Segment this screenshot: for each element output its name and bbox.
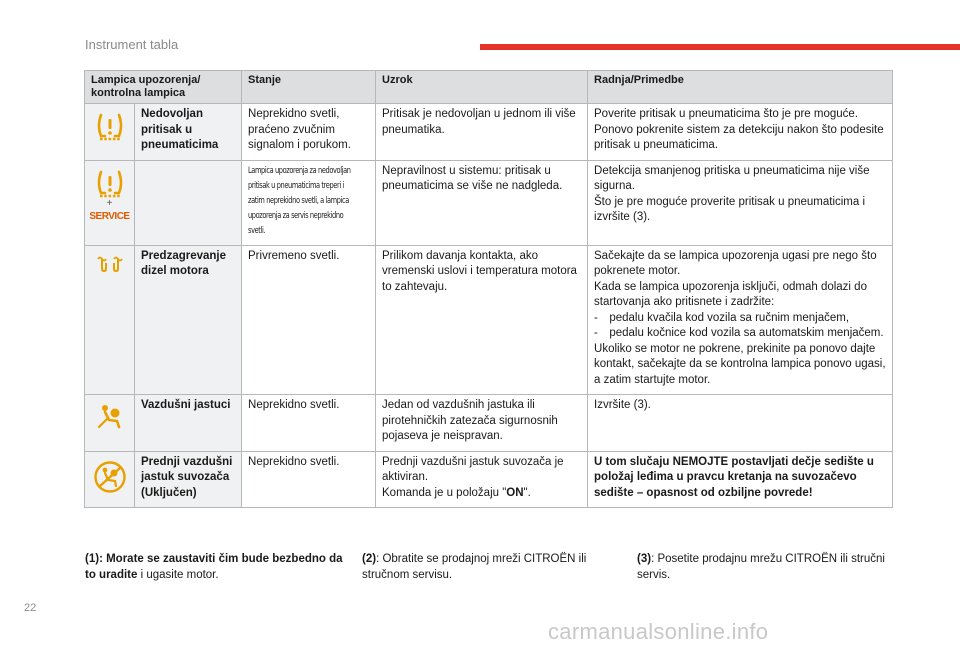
col-header-lamp: Lampica upozorenja/ kontrolna lampica bbox=[85, 71, 242, 104]
table-row bbox=[85, 451, 893, 508]
lamp-action bbox=[588, 245, 893, 395]
lamp-cause: Prilikom davanja kontakta, ako vremenski uslovi i temperatura motora to zahtevaju. bbox=[376, 245, 588, 395]
lamp-cause: Jedan od vazdušnih jastuka ili pirotehničkih zatezača sigurnosnih pojaseva je neispravan. bbox=[376, 395, 588, 452]
cause-text: ". bbox=[523, 486, 531, 499]
lamp-cause bbox=[376, 451, 588, 508]
footnote-ref: (1) bbox=[85, 553, 100, 565]
lamp-name: Vazdušni jastuci bbox=[135, 395, 242, 452]
tire-pressure-service-icon bbox=[85, 160, 135, 245]
table-row bbox=[85, 104, 893, 161]
lamp-name: Prednji vazdušni jastuk suvozača (Uključen) bbox=[135, 451, 242, 508]
footnote-3 bbox=[637, 552, 887, 583]
lamp-name bbox=[135, 160, 242, 245]
footnote-ref: (2) bbox=[362, 553, 377, 565]
lamp-action: Izvršite (3). bbox=[588, 395, 893, 452]
service-icon: SERVICE bbox=[89, 210, 130, 222]
table-row bbox=[85, 160, 893, 245]
lamp-state: Privremeno svetli. bbox=[242, 245, 376, 395]
lamp-state: Neprekidno svetli. bbox=[242, 451, 376, 508]
footnote-2 bbox=[362, 552, 622, 583]
lamp-action bbox=[588, 160, 893, 245]
cause-line bbox=[382, 486, 581, 502]
footnote-text: : Posetite prodajnu mrežu CITROËN ili stručni servis. bbox=[637, 553, 885, 581]
passenger-airbag-on-icon bbox=[85, 451, 135, 508]
table-row bbox=[85, 245, 893, 395]
section-title: Instrument tabla bbox=[85, 37, 179, 52]
footnote-bold-text: : Morate se zaustaviti čim bude bezbedno da to uradite bbox=[85, 553, 343, 581]
lamp-state-text: Lampica upozorenja za nedovoljan pritisak u pneumaticima treperi i zatim neprekidno svetli, a lampica upozorenja za servis neprekidno svetli. bbox=[248, 165, 351, 236]
lamp-cause: Pritisak je nedovoljan u jednom ili više pneumatika. bbox=[376, 104, 588, 161]
lamp-name: Nedovoljan pritisak u pneumaticima bbox=[135, 104, 242, 161]
footnote-text: i ugasite motor. bbox=[137, 568, 219, 581]
action-intro: Sačekajte da se lampica upozorenja ugasi pre nego što pokrenete motor. bbox=[594, 249, 877, 277]
plus-sign: + bbox=[106, 197, 113, 209]
lamp-name: Predzagrevanje dizel motora bbox=[135, 245, 242, 395]
lamp-cause: Nepravilnost u sistemu: pritisak u pneumaticima se više ne nadgleda. bbox=[376, 160, 588, 245]
page-number: 22 bbox=[24, 602, 37, 614]
watermark: carmanualsonline.info bbox=[548, 619, 769, 644]
col-header-state: Stanje bbox=[242, 71, 376, 104]
glow-plug-icon bbox=[85, 245, 135, 395]
action-outro: Ukoliko se motor ne pokrene, prekinite pa ponovo dajte kontakt, sačekajte da se kontrolna lampica ponovo ugasi, a zatim startujte motor. bbox=[594, 342, 886, 386]
lamp-state bbox=[242, 160, 376, 245]
tire-pressure-warning-icon bbox=[85, 104, 135, 161]
accent-bar bbox=[480, 44, 960, 50]
footnote-ref: (3) bbox=[637, 553, 652, 565]
cause-line: Prednji vazdušni jastuk suvozača je aktiviran. bbox=[382, 455, 564, 483]
lamp-action: U tom slučaju NEMOJTE postavljati dečje sedište u položaj leđima u pravcu kretanja na suvozačevo sedište – opasnost od ozbiljne povrede! bbox=[588, 451, 893, 508]
footnote-1 bbox=[85, 552, 350, 583]
footnote-text: : Obratite se prodajnoj mreži CITROËN ili stručnom servisu. bbox=[362, 553, 587, 581]
warning-lamp-table bbox=[84, 70, 893, 508]
lamp-action: Poverite pritisak u pneumaticima što je pre moguće. Ponovo pokrenite sistem za detekciju nakon što podesite pritisak u pneumaticima. bbox=[588, 104, 893, 161]
lamp-state: Neprekidno svetli. bbox=[242, 395, 376, 452]
action-list bbox=[594, 311, 886, 342]
col-header-action: Radnja/Primedbe bbox=[588, 71, 893, 104]
col-header-cause: Uzrok bbox=[376, 71, 588, 104]
list-item: - pedalu kočnice kod vozila sa automatskim menjačem. bbox=[594, 327, 884, 339]
table-header-row bbox=[85, 71, 893, 104]
airbag-icon bbox=[85, 395, 135, 452]
action-line: Što je pre moguće proverite pritisak u pneumaticima i izvršite (3). bbox=[594, 195, 866, 223]
action-line: Kada se lampica upozorenja isključi, odmah dolazi do startovanja ako pritisnete i zadržite: bbox=[594, 280, 867, 308]
action-line: Detekcija smanjenog pritiska u pneumaticima nije više sigurna. bbox=[594, 164, 870, 192]
lamp-state: Neprekidno svetli, praćeno zvučnim signalom i porukom. bbox=[242, 104, 376, 161]
list-item: - pedalu kvačila kod vozila sa ručnim menjačem, bbox=[594, 311, 850, 324]
table-row bbox=[85, 395, 893, 452]
on-label: ON bbox=[506, 486, 524, 499]
cause-text: Komanda je u položaju " bbox=[382, 486, 507, 499]
